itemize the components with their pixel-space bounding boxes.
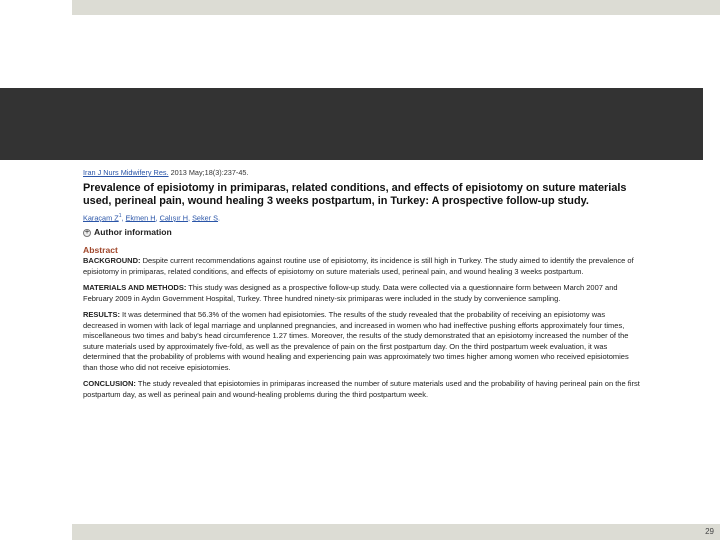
slide-page-number: 29 xyxy=(705,527,714,536)
plus-circle-icon: + xyxy=(84,228,90,236)
results-text: It was determined that 56.3% of the women had episiotomies. The results of the study revealed that the probability of receiving an episiotomy was decreased in women with lack of legal marriage and unplanned pregnancies, and increased in women who had ineffective pushing efforts approximately four times, miscellaneous two times and baby's head circumference 1.27 times. Moreover, the results of the study demonstrated that an episiotomy increased the number of the suture materials used by approximately five-fold, as well as the prevalence of pain on the first postpartum day. On the third postpartum week evaluation, it was determined that the probability of problems with wound healing and experiencing pain was approximately two times higher among women who received episiotomies than those who did not receive episiotomies. xyxy=(83,310,629,372)
background-text: Despite current recommendations against routine use of episiotomy, its incidence is still high in Turkey. The study aimed to identify the prevalence of episiotomy in primiparas, related conditions, and effects of episiotomy on suture materials used, perineal pain, and wound healing 3 weeks postpartum. xyxy=(83,256,634,276)
author-separator: , xyxy=(155,213,160,223)
conclusion-text: The study revealed that episiotomies in primiparas increased the number of suture materials used and the probability of having perineal pain on the first postpartum day, as well as perineal pain and wound-healing problems during the third postpartum week. xyxy=(83,379,640,399)
bottom-decorative-band xyxy=(72,524,720,540)
author-list xyxy=(83,211,642,223)
author-superscript: 1 xyxy=(118,213,122,219)
conclusion-section xyxy=(83,379,642,400)
author-information-toggle[interactable] xyxy=(83,227,642,238)
methods-section xyxy=(83,283,642,304)
abstract-heading: Abstract xyxy=(83,245,118,256)
author-end: . xyxy=(218,213,221,223)
author-separator: , xyxy=(188,213,193,223)
citation-details: 2013 May;18(3):237-45. xyxy=(168,168,249,177)
article-title: Prevalence of episiotomy in primiparas, related conditions, and effects of episiotomy on suture materials used, perineal pain, wound healing 3 weeks postpartum, in Turkey: A prospective follow-up study. xyxy=(83,182,627,207)
results-section xyxy=(83,310,642,373)
article-screenshot xyxy=(76,160,650,492)
journal-link[interactable]: Iran J Nurs Midwifery Res. xyxy=(83,168,169,177)
top-decorative-band xyxy=(72,0,720,15)
background-label: BACKGROUND: xyxy=(83,256,141,266)
citation xyxy=(83,168,642,178)
methods-label: MATERIALS AND METHODS: xyxy=(83,283,187,293)
author-separator: , xyxy=(121,213,126,223)
author-link[interactable]: Ekmen H xyxy=(125,213,156,223)
author-link[interactable]: Calışır H xyxy=(159,213,188,223)
author-link[interactable]: Seker S xyxy=(192,213,219,223)
header-dark-band xyxy=(0,88,703,160)
conclusion-label: CONCLUSION: xyxy=(83,379,136,389)
methods-text: This study was designed as a prospective follow-up study. Data were collected via a questionnaire form between March 2007 and February 2009 in Aydın Government Hospital, Turkey. Three hundred ninety-six primiparas were included in the study by convenience sampling. xyxy=(83,283,618,303)
results-label: RESULTS: xyxy=(83,310,120,320)
author-link[interactable]: Karaçam Z xyxy=(83,213,119,223)
background-section xyxy=(83,256,642,277)
author-information-label: Author information xyxy=(94,227,172,238)
